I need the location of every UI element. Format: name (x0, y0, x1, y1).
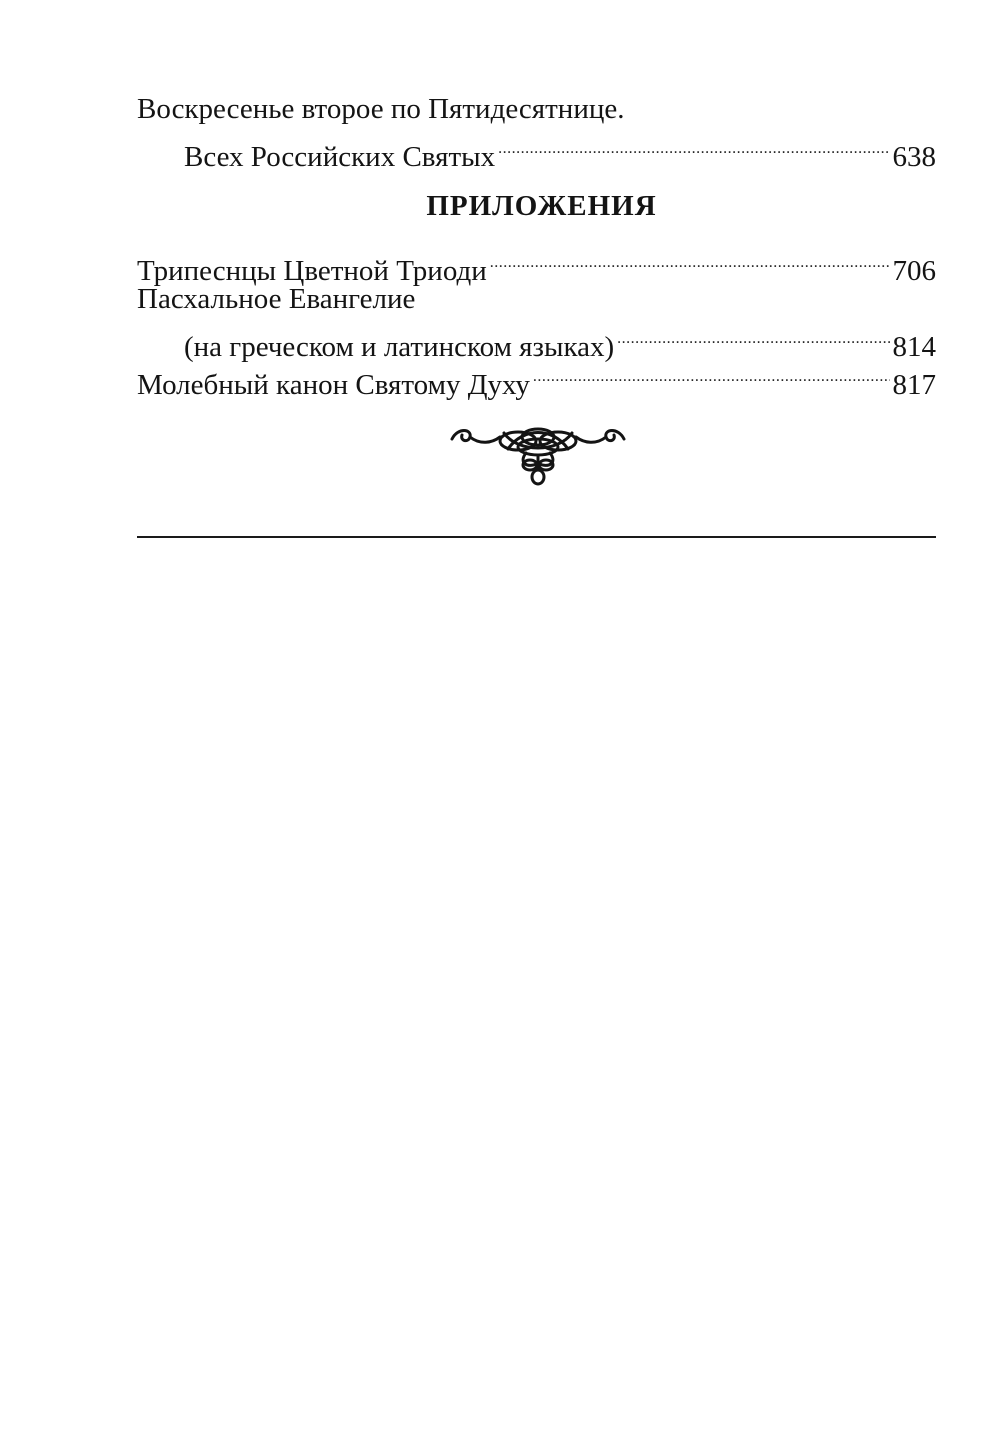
toc-page-number: 706 (892, 255, 936, 287)
toc-entry-line (137, 128, 936, 173)
toc-page-number: 814 (892, 331, 936, 363)
table-of-contents (137, 90, 936, 401)
toc-page-number: 817 (892, 369, 936, 401)
toc-entry-title: (на греческом и латинском языках) (184, 331, 615, 363)
toc-entry-line (137, 90, 936, 128)
section-heading: ПРИЛОЖЕНИЯ (426, 190, 657, 222)
dot-leader (490, 242, 890, 280)
toc-entry-line (137, 242, 936, 287)
toc-entry-title: Всех Российских Святых (184, 141, 496, 173)
dot-leader (533, 356, 890, 394)
dot-leader (617, 318, 889, 356)
decorative-flourish-icon (448, 423, 628, 487)
toc-entry-title: Молебный канон Святому Духу (137, 369, 530, 401)
toc-entry-line (137, 280, 936, 318)
dot-leader (498, 128, 889, 166)
toc-entry-title: Пасхальное Евангелие (137, 283, 416, 315)
horizontal-divider (137, 536, 936, 538)
toc-entry-line (137, 318, 936, 363)
toc-entry-title: Воскресенье второе по Пятидесятнице. (137, 93, 625, 125)
toc-page-number: 638 (892, 141, 936, 173)
toc-entry-title: Трипеснцы Цветной Триоди (137, 255, 487, 287)
